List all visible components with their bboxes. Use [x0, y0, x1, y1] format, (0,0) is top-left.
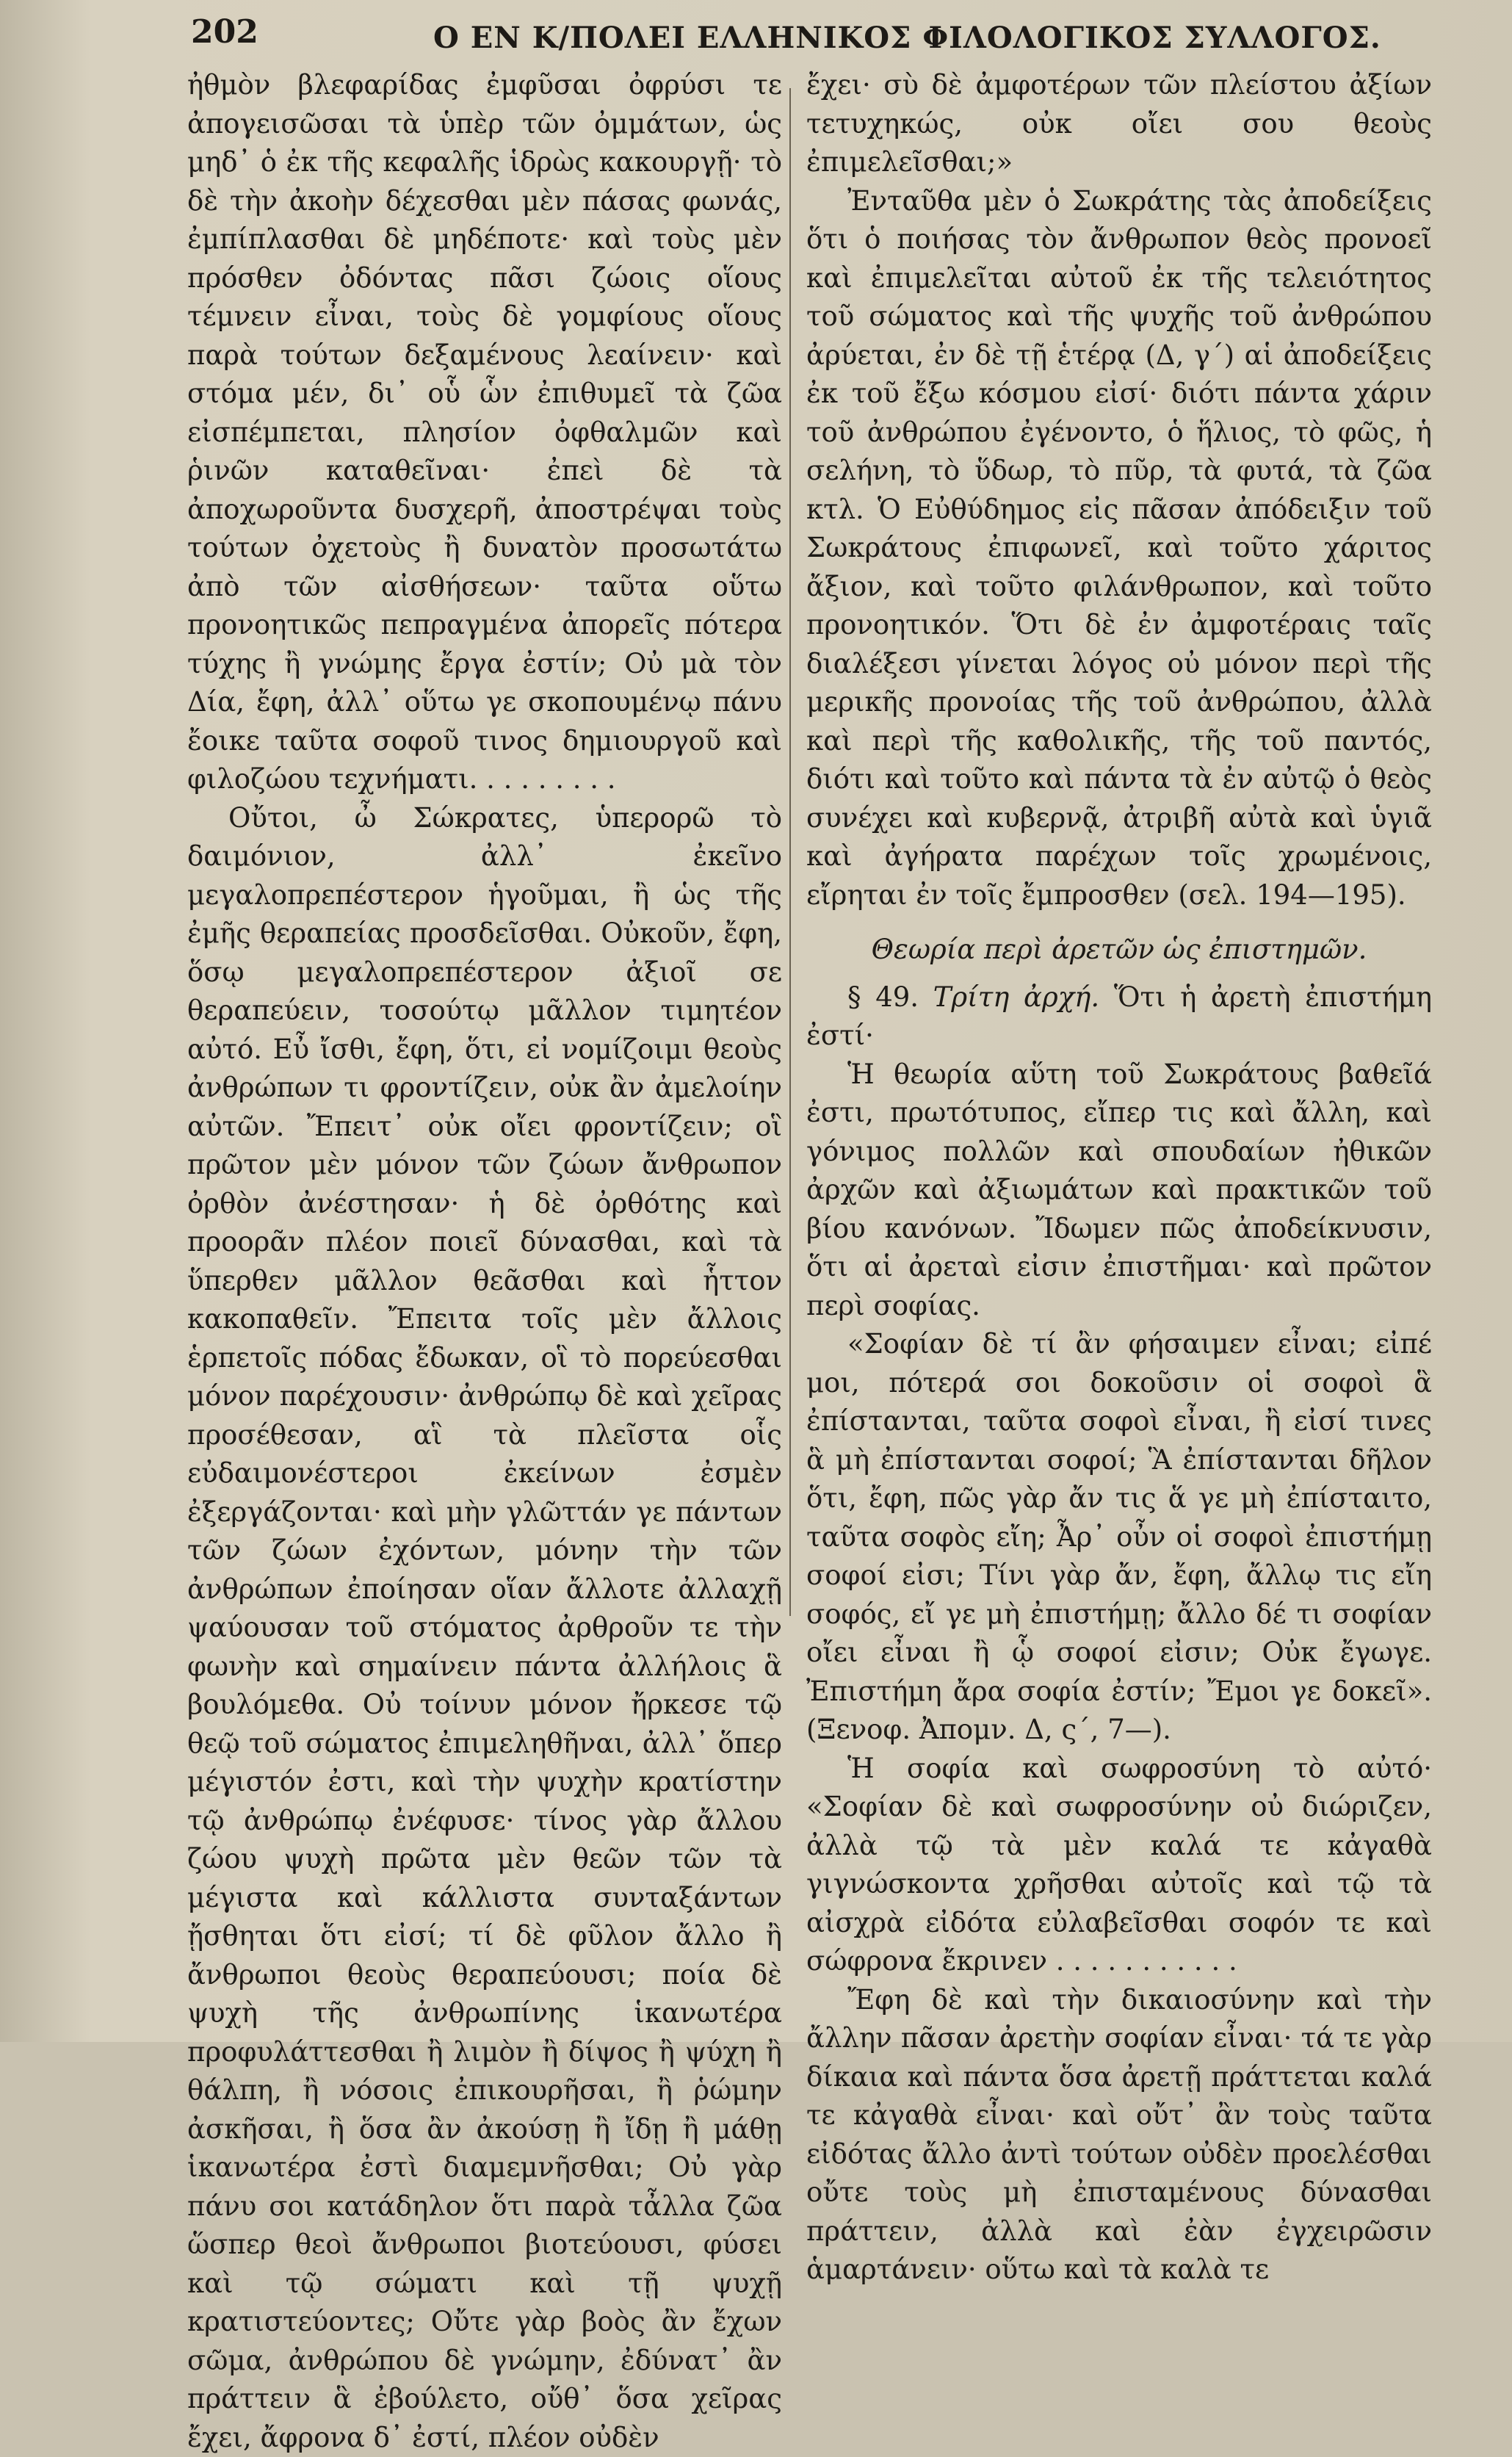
page-number: 202	[191, 13, 258, 51]
column-divider	[789, 88, 791, 1616]
running-title: Ο ΕΝ Κ/ΠΟΛΕΙ ΕΛΛΗΝΙΚΟΣ ΦΙΛΟΛΟΓΙΚΟΣ ΣΥΛΛΟΓΟΣ.	[433, 21, 1381, 55]
section-label: Τρίτη ἀρχή.	[933, 981, 1099, 1013]
section-title	[806, 978, 1432, 1056]
right-paragraph-2: Ἐνταῦθα μὲν ὁ Σωκράτης τὰς ἀποδείξεις ὅτι ὁ ποιήσας τὸν ἄνθρωπον θεὸς προνοεῖ καὶ ἐπιμελεῖται αὐτοῦ ἐκ τῆς τελειότητος τοῦ σώματος καὶ τῆς ψυχῆς τοῦ ἀνθρώπου ἀρύεται, ἐν δὲ τῇ ἑτέρᾳ (Δ, γ΄) αἱ ἀποδείξεις ἐκ τοῦ ἔξω κόσμου εἰσί· διότι πάντα χάριν τοῦ ἀνθρώπου ἐγένοντο, ὁ ἥλιος, τὸ φῶς, ἡ σελήνη, τὸ ὕδωρ, τὸ πῦρ, τὰ φυτά, τὰ ζῶα κτλ. Ὁ Εὐθύδημος εἰς πᾶσαν ἀπόδειξιν τοῦ Σωκράτους ἐπιφωνεῖ, καὶ τοῦτο χάριτος ἄξιον, καὶ τοῦτο φιλάνθρωπον, καὶ τοῦτο προνοητικόν. Ὅτι δὲ ἐν ἀμφοτέραις ταῖς διαλέξεσι γίνεται λόγος οὐ μόνον περὶ τῆς μερικῆς προνοίας τῆς τοῦ ἀνθρώπου, ἀλλὰ καὶ περὶ τῆς καθολικῆς, τῆς τοῦ παντός, διότι καὶ τοῦτο καὶ πάντα τὰ ἐν αὐτῷ ὁ θεὸς συνέχει καὶ κυβερνᾷ, ἀτριβῆ αὐτὰ καὶ ὑγιᾶ καὶ ἀγήρατα παρέχων τοῖς χρωμένοις, εἴρηται ἐν τοῖς ἔμπροσθεν (σελ. 194—195).	[806, 182, 1432, 915]
section-statement: Ὅτι ἡ ἀρετὴ ἐπιστήμη ἐστί·	[806, 981, 1432, 1052]
left-paragraph-1: ἠθμὸν βλεφαρίδας ἐμφῦσαι ὀφρύσι τε ἀπογεισῶσαι τὰ ὑπὲρ τῶν ὀμμάτων, ὡς μηδ᾽ ὁ ἐκ τῆς κεφαλῆς ἱδρὼς κακουργῇ· τὸ δὲ τὴν ἀκοὴν δέχεσθαι μὲν πάσας φωνάς, ἐμπίπλασθαι δὲ μηδέποτε· καὶ τοὺς μὲν πρόσθεν ὀδόντας πᾶσι ζώοις οἵους τέμνειν εἶναι, τοὺς δὲ γομφίους οἵους παρὰ τούτων δεξαμένους λεαίνειν· καὶ στόμα μέν, δι᾽ οὗ ὧν ἐπιθυμεῖ τὰ ζῶα εἰσπέμπεται, πλησίον ὀφθαλμῶν καὶ ῥινῶν καταθεῖναι· ἐπεὶ δὲ τὰ ἀποχωροῦντα δυσχερῆ, ἀποστρέψαι τοὺς τούτων ὀχετοὺς ἢ δυνατὸν προσωτάτω ἀπὸ τῶν αἰσθήσεων· ταῦτα οὕτω προνοητικῶς πεπραγμένα ἀπορεῖς πότερα τύχης ἢ γνώμης ἔργα ἐστίν; Οὐ μὰ τὸν Δία, ἔφη, ἀλλ᾽ οὕτω γε σκοπουμένῳ πάνυ ἔοικε ταῦτα σοφοῦ τινος δημιουργοῦ καὶ φιλοζώου τεχνήματι. . . . . . . . .	[187, 66, 782, 799]
right-paragraph-4: «Σοφίαν δὲ τί ἂν φήσαιμεν εἶναι; εἰπέ μοι, πότερά σοι δοκοῦσιν οἱ σοφοὶ ἃ ἐπίστανται, ταῦτα σοφοὶ εἶναι, ἢ εἰσί τινες ἃ μὴ ἐπίστανται σοφοί; Ἃ ἐπίστανται δῆλον ὅτι, ἔφη, πῶς γὰρ ἄν τις ἅ γε μὴ ἐπίσταιτο, ταῦτα σοφὸς εἴη; Ἆρ᾽ οὖν οἱ σοφοὶ ἐπιστήμῃ σοφοί εἰσι; Τίνι γὰρ ἄν, ἔφη, ἄλλῳ τις εἴη σοφός, εἴ γε μὴ ἐπιστήμῃ; ἄλλο δέ τι σοφίαν οἴει εἶναι ἢ ᾧ σοφοί εἰσιν; Οὐκ ἔγωγε. Ἐπιστήμη ἄρα σοφία ἐστίν; Ἔμοι γε δοκεῖ». (Ξενοφ. Ἀπομν. Δ, ς΄, 7—).	[806, 1325, 1432, 1750]
right-column	[806, 66, 1432, 2013]
left-column	[187, 66, 782, 2013]
page-header	[191, 13, 1468, 65]
right-paragraph-1: ἔχει· σὺ δὲ ἀμφοτέρων τῶν πλείστου ἀξίων τετυχηκώς, οὐκ οἴει σου θεοὺς ἐπιμελεῖσθαι;»	[806, 66, 1432, 182]
right-paragraph-6: Ἔφη δὲ καὶ τὴν δικαιοσύνην καὶ τὴν ἄλλην πᾶσαν ἀρετὴν σοφίαν εἶναι· τά τε γὰρ δίκαια καὶ πάντα ὅσα ἀρετῇ πράττεται καλά τε κἀγαθὰ εἶναι· καὶ οὔτ᾽ ἂν τοὺς ταῦτα εἰδότας ἄλλο ἀντὶ τούτων οὐδὲν προελέσθαι οὔτε τοὺς μὴ ἐπισταμένους δύνασθαι πράττειν, ἀλλὰ καὶ ἐὰν ἐγχειρῶσιν ἁμαρτάνειν· οὕτω καὶ τὰ καλὰ τε	[806, 1981, 1432, 2290]
right-paragraph-3: Ἡ θεωρία αὕτη τοῦ Σωκράτους βαθεῖά ἐστι, πρωτότυπος, εἴπερ τις καὶ ἄλλη, καὶ γόνιμος πολλῶν καὶ σπουδαίων ἠθικῶν ἀρχῶν καὶ ἀξιωμάτων καὶ πρακτικῶν τοῦ βίου κανόνων. Ἴδωμεν πῶς ἀποδείκνυσιν, ὅτι αἱ ἀρεταὶ εἰσιν ἐπιστῆμαι· καὶ πρῶτον περὶ σοφίας.	[806, 1056, 1432, 1326]
right-paragraph-5: Ἡ σοφία καὶ σωφροσύνη τὸ αὐτό· «Σοφίαν δὲ καὶ σωφροσύνην οὐ διώριζεν, ἀλλὰ τῷ τὰ μὲν καλά τε κἀγαθὰ γιγνώσκοντα χρῆσθαι αὐτοῖς καὶ τῷ τὰ αἰσχρὰ εἰδότα εὐλαβεῖσθαι σοφόν τε καὶ σώφρονα ἔκρινεν . . . . . . . . . . .	[806, 1750, 1432, 1981]
section-heading: Θεωρία περὶ ἀρετῶν ὡς ἐπιστημῶν.	[806, 931, 1432, 970]
left-paragraph-2: Οὔτοι, ὦ Σώκρατες, ὑπερορῶ τὸ δαιμόνιον, ἀλλ᾽ ἐκεῖνο μεγαλοπρεπέστερον ἡγοῦμαι, ἢ ὡς τῆς ἐμῆς θεραπείας προσδεῖσθαι. Οὐκοῦν, ἔφη, ὅσῳ μεγαλοπρεπέστερον ἀξιοῖ σε θεραπεύειν, τοσούτῳ μᾶλλον τιμητέον αὐτό. Εὖ ἴσθι, ἔφη, ὅτι, εἰ νομίζοιμι θεοὺς ἀνθρώπων τι φροντίζειν, οὐκ ἂν ἀμελοίην αὐτῶν. Ἔπειτ᾽ οὐκ οἴει φροντίζειν; οἳ πρῶτον μὲν μόνον τῶν ζώων ἄνθρωπον ὀρθὸν ἀνέστησαν· ἡ δὲ ὀρθότης καὶ προορᾶν πλέον ποιεῖ δύνασθαι, καὶ τὰ ὕπερθεν μᾶλλον θεᾶσθαι καὶ ἧττον κακοπαθεῖν. Ἔπειτα τοῖς μὲν ἄλλοις ἑρπετοῖς πόδας ἔδωκαν, οἳ τὸ πορεύεσθαι μόνον παρέχουσιν· ἀνθρώπῳ δὲ καὶ χεῖρας προσέθεσαν, αἳ τὰ πλεῖστα οἷς εὐδαιμονέστεροι ἐκείνων ἐσμὲν ἐξεργάζονται· καὶ μὴν γλῶττάν γε πάντων τῶν ζώων ἐχόντων, μόνην τὴν τῶν ἀνθρώπων ἐποίησαν οἵαν ἄλλοτε ἀλλαχῇ ψαύουσαν τοῦ στόματος ἀρθροῦν τε τὴν φωνὴν καὶ σημαίνειν πάντα ἀλλήλοις ἃ βουλόμεθα. Οὐ τοίνυν μόνον ἤρκεσε τῷ θεῷ τοῦ σώματος ἐπιμεληθῆναι, ἀλλ᾽ ὅπερ μέγιστόν ἐστι, καὶ τὴν ψυχὴν κρατίστην τῷ ἀνθρώπῳ ἐνέφυσε· τίνος γὰρ ἄλλου ζώου ψυχὴ πρῶτα μὲν θεῶν τῶν τὰ μέγιστα καὶ κάλλιστα συνταξάντων ᾔσθηται ὅτι εἰσί; τί δὲ φῦλον ἄλλο ἢ ἄνθρωποι θεοὺς θεραπεύουσι; ποία δὲ ψυχὴ τῆς ἀνθρωπίνης ἱκανωτέρα προφυλάττεσθαι ἢ λιμὸν ἢ δίψος ἢ ψύχη ἢ θάλπη, ἢ νόσοις ἐπικουρῆσαι, ἢ ῥώμην ἀσκῆσαι, ἢ ὅσα ἂν ἀκούσῃ ἢ ἴδῃ ἢ μάθῃ ἱκανωτέρα ἐστὶ διαμεμνῆσθαι; Οὐ γὰρ πάνυ σοι κατάδηλον ὅτι παρὰ τἆλλα ζῶα ὥσπερ θεοὶ ἄνθρωποι βιοτεύουσι, φύσει καὶ τῷ σώματι καὶ τῇ ψυχῇ κρατιστεύοντες; Οὔτε γὰρ βοὸς ἂν ἔχων σῶμα, ἀνθρώπου δὲ γνώμην, ἐδύνατ᾽ ἂν πράττειν ἃ ἐβούλετο, οὔθ᾽ ὅσα χεῖρας ἔχει, ἄφρονα δ᾽ ἐστί, πλέον οὐδὲν	[187, 799, 782, 2457]
section-number: § 49.	[847, 981, 919, 1013]
